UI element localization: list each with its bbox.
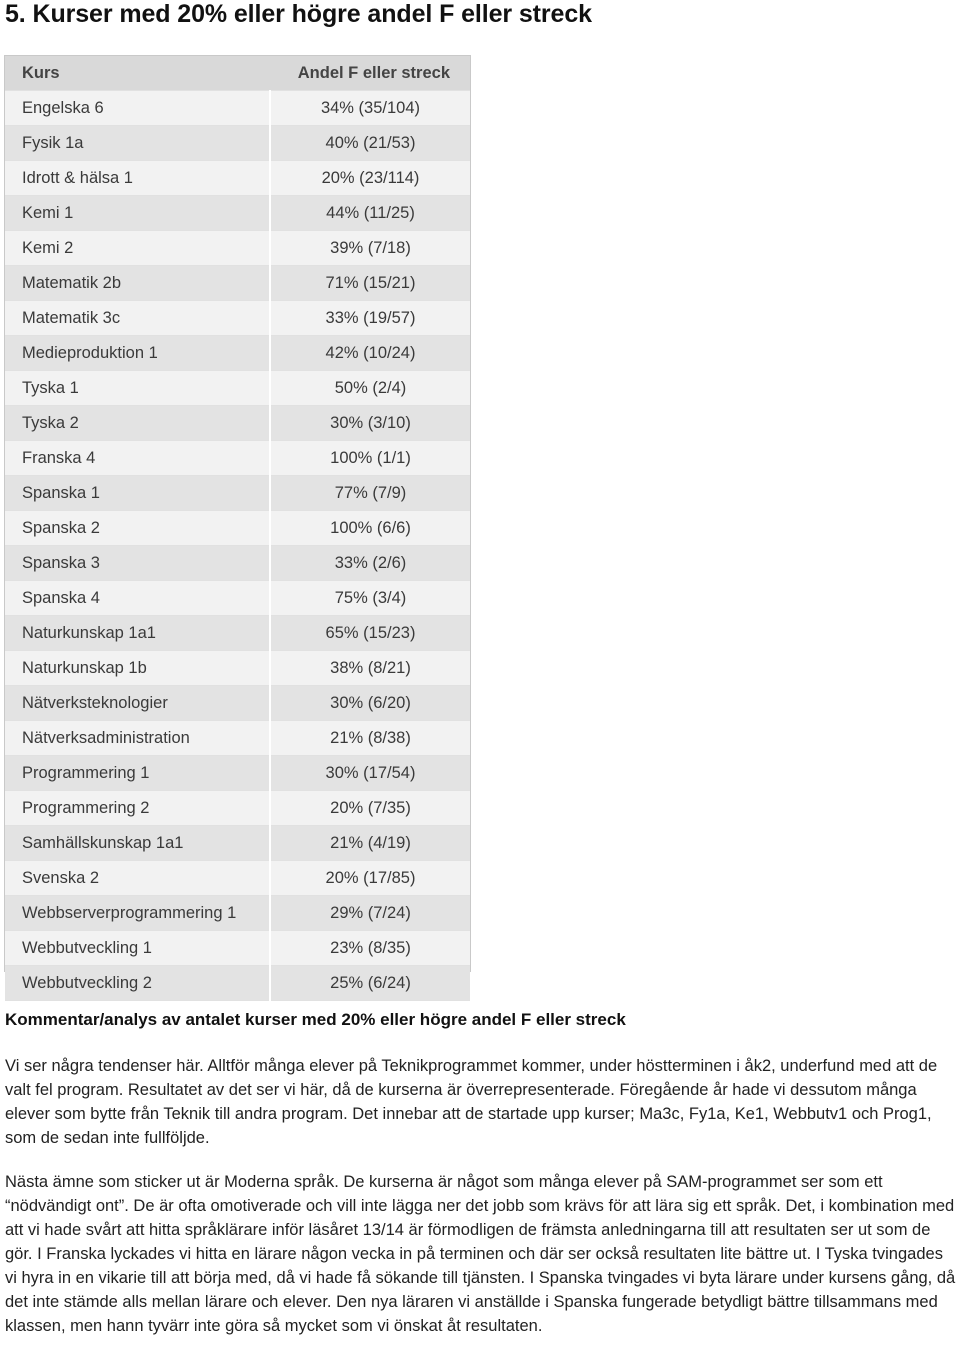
table-row bbox=[5, 686, 470, 721]
course-name-cell: Nätverksadministration bbox=[5, 721, 270, 756]
course-name-cell: Naturkunskap 1b bbox=[5, 651, 270, 686]
table-body bbox=[5, 91, 470, 1001]
course-name-cell: Spanska 3 bbox=[5, 546, 270, 581]
failure-share-cell: 34% (35/104) bbox=[270, 91, 470, 126]
column-header-kurs: Kurs bbox=[5, 56, 270, 91]
course-name-cell: Spanska 2 bbox=[5, 511, 270, 546]
failure-share-cell: 100% (6/6) bbox=[270, 511, 470, 546]
failure-share-cell: 40% (21/53) bbox=[270, 126, 470, 161]
course-name-cell: Naturkunskap 1a1 bbox=[5, 616, 270, 651]
failure-share-cell: 42% (10/24) bbox=[270, 336, 470, 371]
failure-share-cell: 30% (3/10) bbox=[270, 406, 470, 441]
failure-share-cell: 25% (6/24) bbox=[270, 966, 470, 1001]
failure-share-cell: 20% (23/114) bbox=[270, 161, 470, 196]
course-name-cell: Webbutveckling 1 bbox=[5, 931, 270, 966]
failure-share-cell: 23% (8/35) bbox=[270, 931, 470, 966]
failure-share-cell: 50% (2/4) bbox=[270, 371, 470, 406]
failure-share-cell: 21% (4/19) bbox=[270, 826, 470, 861]
course-name-cell: Webbserverprogrammering 1 bbox=[5, 896, 270, 931]
table-row bbox=[5, 966, 470, 1001]
table-row bbox=[5, 931, 470, 966]
table-row bbox=[5, 616, 470, 651]
course-table bbox=[5, 56, 470, 1001]
failure-share-cell: 29% (7/24) bbox=[270, 896, 470, 931]
table-row bbox=[5, 371, 470, 406]
table-row bbox=[5, 476, 470, 511]
failure-share-cell: 77% (7/9) bbox=[270, 476, 470, 511]
course-name-cell: Medieproduktion 1 bbox=[5, 336, 270, 371]
course-name-cell: Kemi 2 bbox=[5, 231, 270, 266]
table-row bbox=[5, 791, 470, 826]
failure-share-cell: 20% (17/85) bbox=[270, 861, 470, 896]
course-name-cell: Kemi 1 bbox=[5, 196, 270, 231]
table-row bbox=[5, 161, 470, 196]
course-table-container bbox=[4, 55, 471, 992]
course-name-cell: Tyska 1 bbox=[5, 371, 270, 406]
failure-share-cell: 39% (7/18) bbox=[270, 231, 470, 266]
course-name-cell: Franska 4 bbox=[5, 441, 270, 476]
table-row bbox=[5, 511, 470, 546]
failure-share-cell: 100% (1/1) bbox=[270, 441, 470, 476]
table-row bbox=[5, 91, 470, 126]
analysis-paragraph: Vi ser några tendenser här. Alltför många elever på Teknikprogrammet kommer, under höstterminen i åk2, underfund med att de valt fel program. Resultatet av det ser vi här, då de kurserna är överrepresenterade. Föregående år hade vi dessutom många elever som bytte från Teknik till andra program. Det innebar att de startade upp kurser; Ma3c, Fy1a, Ke1, Webbutv1 och Prog1, som de sedan inte fullföljde. bbox=[5, 1057, 938, 1147]
analysis-paragraph: Nästa ämne som sticker ut är Moderna språk. De kurserna är något som många elever på SAM-programmet ser som ett “nödvändigt ont”. De är ofta omotiverade och vill inte lägga ner det jobb som krävs för att lära sig ett språk. Det, i kombination med att vi hade svårt att hitta språklärare inför läsåret 13/14 är förmodligen de främsta anledningarna till att resultaten ser ut som de gör. I Franska lyckades vi hitta en lärare någon vecka in på terminen och där ser också resultaten lite bättre ut. I Tyska tvingades vi hyra in en vikarie till att börja med, då vi hade få sökande till tjänsten. I Spanska tvingades vi byta lärare under kursens gång, då det inte stämde alls mellan lärare och elever. Den nya läraren vi anställde i Spanska fungerade betydligt bättre tillsammans med klassen, men hann tyvärr inte göra så mycket som vi önskat åt resultaten. bbox=[5, 1173, 956, 1335]
table-row bbox=[5, 581, 470, 616]
course-name-cell: Nätverksteknologier bbox=[5, 686, 270, 721]
failure-share-cell: 30% (6/20) bbox=[270, 686, 470, 721]
table-row bbox=[5, 126, 470, 161]
analysis-heading: Kommentar/analys av antalet kurser med 20% eller högre andel F eller streck bbox=[5, 1010, 626, 1029]
table-row bbox=[5, 196, 470, 231]
failure-share-cell: 71% (15/21) bbox=[270, 266, 470, 301]
table-row bbox=[5, 231, 470, 266]
course-name-cell: Engelska 6 bbox=[5, 91, 270, 126]
course-name-cell: Spanska 1 bbox=[5, 476, 270, 511]
course-name-cell: Tyska 2 bbox=[5, 406, 270, 441]
table-row bbox=[5, 721, 470, 756]
course-name-cell: Matematik 3c bbox=[5, 301, 270, 336]
failure-share-cell: 33% (2/6) bbox=[270, 546, 470, 581]
column-header-andel: Andel F eller streck bbox=[270, 56, 470, 91]
failure-share-cell: 75% (3/4) bbox=[270, 581, 470, 616]
course-name-cell: Matematik 2b bbox=[5, 266, 270, 301]
course-name-cell: Programmering 2 bbox=[5, 791, 270, 826]
course-name-cell: Spanska 4 bbox=[5, 581, 270, 616]
failure-share-cell: 21% (8/38) bbox=[270, 721, 470, 756]
table-row bbox=[5, 266, 470, 301]
table-row bbox=[5, 406, 470, 441]
table-row bbox=[5, 861, 470, 896]
failure-share-cell: 30% (17/54) bbox=[270, 756, 470, 791]
failure-share-cell: 65% (15/23) bbox=[270, 616, 470, 651]
table-row bbox=[5, 826, 470, 861]
course-name-cell: Samhällskunskap 1a1 bbox=[5, 826, 270, 861]
course-name-cell: Programmering 1 bbox=[5, 756, 270, 791]
failure-share-cell: 44% (11/25) bbox=[270, 196, 470, 231]
page-title: 5. Kurser med 20% eller högre andel F eller streck bbox=[5, 0, 592, 28]
course-name-cell: Idrott & hälsa 1 bbox=[5, 161, 270, 196]
table-row bbox=[5, 756, 470, 791]
table-row bbox=[5, 546, 470, 581]
course-name-cell: Webbutveckling 2 bbox=[5, 966, 270, 1001]
table-header-row bbox=[5, 56, 470, 91]
failure-share-cell: 33% (19/57) bbox=[270, 301, 470, 336]
table-row bbox=[5, 336, 470, 371]
failure-share-cell: 38% (8/21) bbox=[270, 651, 470, 686]
table-row bbox=[5, 896, 470, 931]
table-row bbox=[5, 651, 470, 686]
table-row bbox=[5, 441, 470, 476]
table-row bbox=[5, 301, 470, 336]
course-name-cell: Fysik 1a bbox=[5, 126, 270, 161]
course-name-cell: Svenska 2 bbox=[5, 861, 270, 896]
failure-share-cell: 20% (7/35) bbox=[270, 791, 470, 826]
